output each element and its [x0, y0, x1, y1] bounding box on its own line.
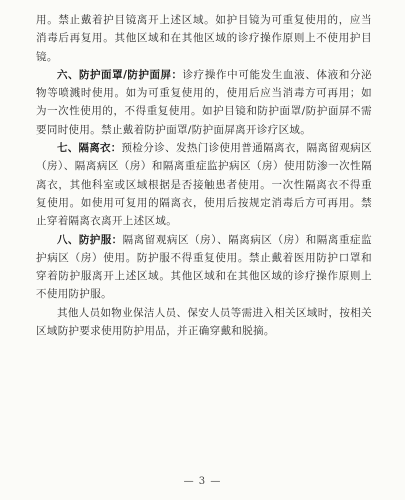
paragraph-isolation-gown — [36, 139, 372, 230]
paragraph-text: 隔离留观病区（房）、隔离病区（房）和隔离重症监护病区（房）使用。防护服不得重复使用。禁止戴着医用防护口罩和穿着防护服离开上述区域。其他区域和在其他区域的诊疗操作原则上不使用防护服。 — [36, 233, 372, 301]
paragraph-other-personnel — [36, 304, 372, 341]
paragraph-protective-suit — [36, 231, 372, 304]
paragraph-text: 预检分诊、发热门诊使用普通隔离衣，隔离留观病区（房）、隔离病区（房）和隔离重症监护病区（房）使用防渗一次性隔离衣，其他科室或区域根据是否接触患者使用。一次性隔离衣不得重复使用。如使用可复用的隔离衣，使用后按规定消毒后方可再用。禁止穿着隔离衣离开上述区域。 — [36, 142, 372, 228]
section-heading-face-shield: 六、防护面罩/防护面屏： — [57, 68, 183, 81]
paragraph-goggles-continued — [36, 11, 372, 66]
document-body — [36, 11, 372, 340]
paragraph-text: 诊疗操作中可能发生血液、体液和分泌物等喷溅时使用。如为可重复使用的，使用后应当消毒方可再用；如为一次性使用的，不得重复使用。如护目镜和防护面罩/防护面屏不需要同时使用。禁止戴着防护面罩/防护面屏离开诊疗区域。 — [36, 68, 372, 136]
paragraph-text: 其他人员如物业保洁人员、保安人员等需进入相关区域时，按相关区域防护要求使用防护用品，并正确穿戴和脱摘。 — [36, 306, 372, 338]
paragraph-face-shield — [36, 66, 372, 139]
paragraph-text: 用。禁止戴着护目镜离开上述区域。如护目镜为可重复使用的，应当消毒后再复用。其他区域和在其他区域的诊疗操作原则上不使用护目镜。 — [36, 14, 372, 63]
section-heading-protective-suit: 八、防护服： — [57, 233, 123, 246]
page-number: — 3 — — [183, 476, 222, 487]
section-heading-isolation-gown: 七、隔离衣： — [57, 142, 122, 155]
